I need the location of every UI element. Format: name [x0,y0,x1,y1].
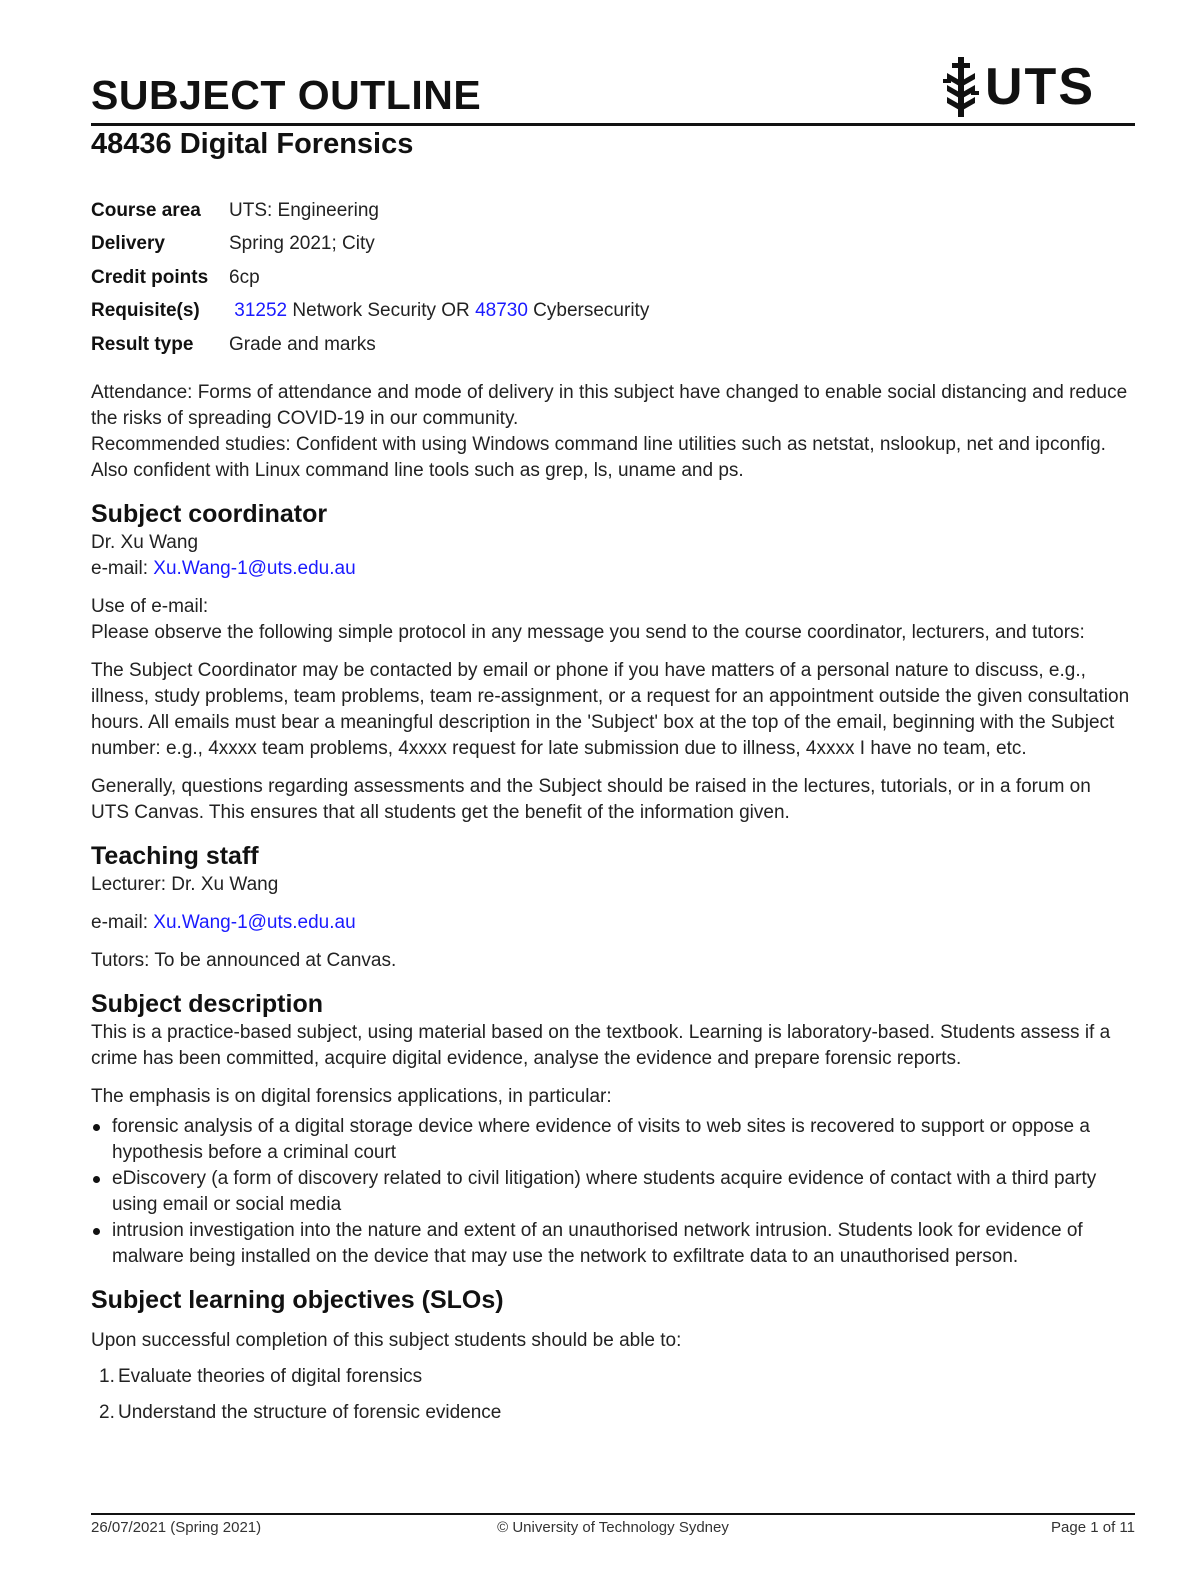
requisite-link-31252[interactable]: 31252 [234,300,288,322]
item-number: 1. [99,1366,115,1387]
list-item: intrusion investigation into the nature and extent of an unauthorised network intrusion. Students look for evidence of malware being installed on the device that may use the network to exfiltrate data to an unauthorised person. [91,1218,1131,1270]
footer-date: 26/07/2021 (Spring 2021) [91,1519,262,1536]
coordinator-paragraph: The Subject Coordinator may be contacted by email or phone if you have matters of a personal nature to discuss, e.g., illness, study problems, team problems, team re-assignment, or a request for an appointment outside the given consultation hours. All emails must bear a meaningful description in the 'Subject' box at the top of the email, beginning with the Subject number: e.g., 4xxxx team problems, 4xxxx request for late submission due to illness, 4xxxx I have no team, etc. [91,660,1130,759]
footer [91,1519,1135,1541]
description-paragraph: The emphasis is on digital forensics applications, in particular: [91,1086,612,1107]
coordinator-email-line [91,556,1131,582]
section-heading-coordinator: Subject coordinator [91,500,328,528]
attendance-text: Attendance: Forms of attendance and mode of delivery in this subject have changed to enable social distancing and reduce the risks of spreading COVID-19 in our community. [91,382,1128,429]
meta-row-course-area [91,194,1091,228]
meta-row-delivery [91,228,1091,262]
subject-title: 48436 Digital Forensics [91,128,414,160]
footer-rule [91,1513,1135,1515]
document-title: SUBJECT OUTLINE [91,72,482,118]
document-page [91,0,1135,1590]
subject-meta-table [91,194,1091,362]
meta-row-requisites [91,295,1091,329]
list-item [91,1364,1131,1390]
objectives-list [91,1364,1131,1426]
coordinator-email-link[interactable]: Xu.Wang-1@uts.edu.au [153,558,356,579]
lecturer-email-link[interactable]: Xu.Wang-1@uts.edu.au [153,912,356,933]
email-protocol-text: Please observe the following simple protocol in any message you send to the course coordinator, lecturers, and tutors: [91,622,1085,643]
list-item [91,1400,1131,1426]
item-text: Understand the structure of forensic evidence [118,1402,502,1423]
objectives-intro: Upon successful completion of this subject students should be able to: [91,1330,682,1351]
meta-row-result-type [91,328,1091,362]
description-paragraph: This is a practice-based subject, using material based on the textbook. Learning is laboratory-based. Students assess if a crime has been committed, acquire digital evidence, analyse the evidence and prepare forensic reports. [91,1022,1111,1069]
header-rule [91,123,1135,126]
uts-crest-icon [943,57,979,117]
requisite-link-48730[interactable]: 48730 [475,300,528,322]
meta-label: Delivery [91,233,165,255]
meta-row-credit-points [91,261,1091,295]
meta-value: Grade and marks [229,333,376,355]
coordinator-paragraph: Generally, questions regarding assessments and the Subject should be raised in the lectures, tutorials, or in a forum on UTS Canvas. This ensures that all students get the benefit of the information given. [91,776,1091,823]
main-content [91,380,1131,1426]
section-heading-teaching-staff: Teaching staff [91,842,259,870]
email-label: e-mail: [91,558,154,579]
lecturer-email-line [91,910,1131,936]
meta-value: UTS: Engineering [229,199,379,221]
logo-text: UTS [985,58,1095,116]
uts-logo [943,56,1095,118]
list-item: eDiscovery (a form of discovery related to civil litigation) where students acquire evidence of contact with a third party using email or social media [91,1166,1131,1218]
requisite-text: Cybersecurity [527,300,650,322]
requisite-text: Network Security OR [287,300,476,322]
section-heading-description: Subject description [91,990,323,1018]
meta-value: Spring 2021; City [229,233,375,255]
use-of-email-label: Use of e-mail: [91,596,209,617]
item-number: 2. [99,1402,115,1423]
meta-value: 6cp [229,266,260,288]
header [91,58,1135,126]
meta-label: Course area [91,199,201,221]
applications-list [91,1114,1131,1270]
meta-value [229,300,649,322]
email-label: e-mail: [91,912,154,933]
footer-copyright: © University of Technology Sydney [497,1519,729,1536]
section-heading-objectives: Subject learning objectives (SLOs) [91,1286,504,1314]
lecturer-text: Lecturer: Dr. Xu Wang [91,874,279,895]
meta-label: Result type [91,333,194,355]
list-item: forensic analysis of a digital storage device where evidence of visits to web sites is recovered to support or oppose a hypothesis before a criminal court [91,1114,1131,1166]
coordinator-name: Dr. Xu Wang [91,532,199,553]
footer-page-number: Page 1 of 11 [1051,1519,1135,1536]
meta-label: Requisite(s) [91,300,200,322]
item-text: Evaluate theories of digital forensics [118,1366,423,1387]
recommended-studies-text: Recommended studies: Confident with using Windows command line utilities such as netstat, nslookup, net and ipconfig. Also confident with Linux command line tools such as grep, ls, uname and ps. [91,434,1106,481]
tutors-text: Tutors: To be announced at Canvas. [91,950,397,971]
meta-label: Credit points [91,266,209,288]
